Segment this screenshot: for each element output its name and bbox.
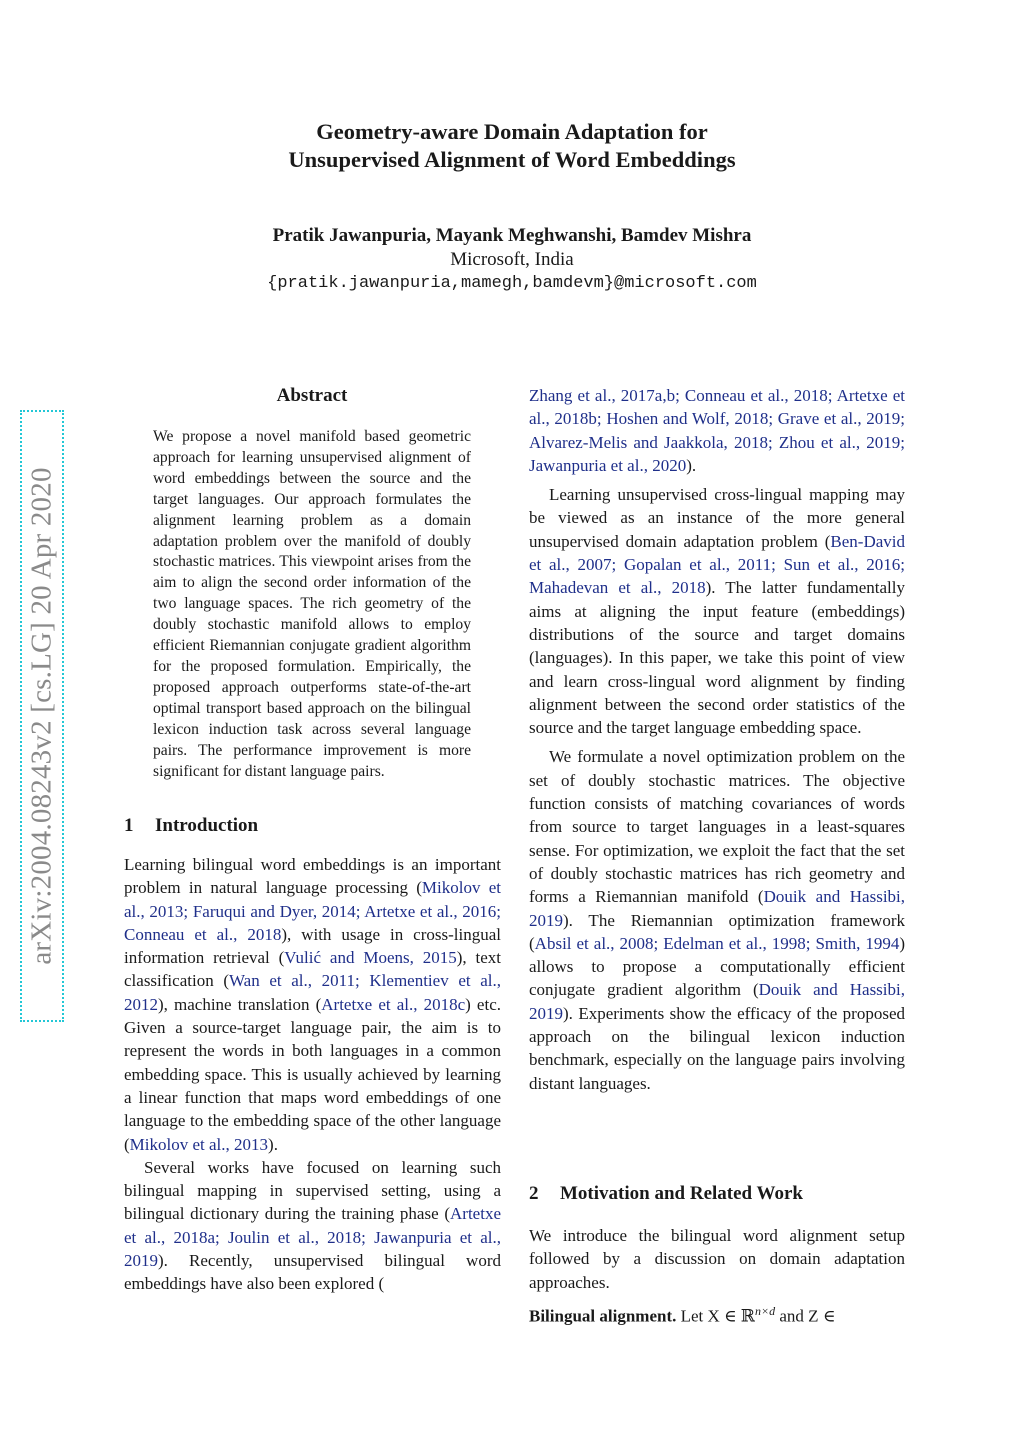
text-run: Several works have focused on learning such bilingual mapping in supervised setting, using a bilingual dictionary during the training phase (: [124, 1157, 501, 1224]
section-1-heading: [124, 814, 258, 838]
text-run: We formulate a novel optimization problem on the set of doubly stochastic matrices. The objective function consists of matching covariances of words from source to target languages in a least-squares sense. For optimization, we exploit the fact that the set of doubly stochastic matrices has rich geometry and forms a Riemannian manifold (: [529, 747, 905, 907]
section-2-paragraph-1: We introduce the bilingual word alignment setup followed by a discussion on domain adaptation approaches.: [529, 1226, 905, 1292]
intro-paragraph-1: [124, 853, 501, 1156]
section-2-paragraph-2: [529, 1300, 905, 1328]
text-run: ). The Riemannian optimization framework (: [529, 910, 905, 953]
bilingual-alignment-label: Bilingual alignment.: [529, 1306, 677, 1326]
text-run: ) etc. Given a source-target language pair, the aim is to represent the words in both languages in a common embedding space. This is usually achieved by learning a linear function that maps word embeddings of one language to the embedding space of the other language (: [124, 994, 501, 1154]
intro-left-column: [124, 853, 501, 1296]
citation-link[interactable]: Zhang et al., 2017a,b; Conneau et al., 2018; Artetxe et al., 2018b; Hoshen and Wolf, 2018; Grave et al., 2019; Alvarez-Melis and Jaakkola, 2018; Zhou et al., 2019; Jawanpuria et al., 2020: [529, 386, 905, 475]
section-1-title: Introduction: [155, 815, 259, 836]
section-2-body: [529, 1224, 905, 1328]
text-run: ).: [686, 455, 697, 475]
section-2-title: Motivation and Related Work: [560, 1183, 803, 1204]
citation-link[interactable]: Douik and Hassibi, 2019: [529, 980, 905, 1023]
abstract-text: We propose a novel manifold based geometric approach for learning unsupervised alignment of word embeddings between the source and the target languages. Our approach formulates the alignment learning problem as a domain adaptation problem over the manifold of doubly stochastic matrices. This viewpoint arises from the aim to align the second order information of the two language spaces. The rich geometry of the doubly stochastic manifold allows to employ efficient Riemannian conjugate gradient algorithm for the proposed formulation. Empirically, the proposed approach outperforms state-of-the-art optimal transport based approach on the bilingual lexicon induction task across several language pairs. The performance improvement is more significant for distant language pairs.: [153, 428, 471, 780]
text-run: ), machine translation (: [158, 994, 322, 1014]
citation-link[interactable]: Mikolov et al., 2013; Faruqui and Dyer, 2014; Artetxe et al., 2016; Conneau et al., 2018: [124, 878, 501, 944]
section-2-number: 2: [529, 1183, 539, 1204]
citation-link[interactable]: Douik and Hassibi, 2019: [529, 887, 906, 930]
abstract-heading: Abstract: [276, 385, 348, 406]
intro-paragraph-2-continued: [529, 384, 905, 477]
authors: Pratik Jawanpuria, Mayank Meghwanshi, Bamdev Mishra: [272, 225, 752, 246]
citation-link[interactable]: Vulić and Moens, 2015: [284, 948, 457, 968]
title-line-2: Unsupervised Alignment of Word Embeddings: [288, 147, 736, 172]
text-run: ). Experiments show the efficacy of the proposed approach on the bilingual lexicon induction benchmark, especially on the language pairs involving distant languages.: [529, 1003, 905, 1093]
paper-title: [0, 118, 1024, 174]
text-run: and Z ∈: [775, 1306, 836, 1326]
text-run: ). The latter fundamentally aims at aligning the input feature (embeddings) distributions of the source and target domains (languages). In this paper, we take this point of view and learn cross-lingual word alignment by finding alignment between the second order statistics of the source and the target language embedding space.: [529, 578, 905, 738]
email: {pratik.jawanpuria,mamegh,bamdevm}@microsoft.com: [267, 274, 757, 293]
intro-paragraph-3: [529, 483, 905, 739]
citation-link[interactable]: Wan et al., 2011; Klementiev et al., 2012: [124, 971, 502, 1014]
section-2-heading: [529, 1182, 803, 1206]
intro-paragraph-2: [124, 1156, 501, 1296]
citation-link[interactable]: Absil et al., 2008; Edelman et al., 1998; Smith, 1994: [534, 933, 900, 953]
text-run: Learning unsupervised cross-lingual mapping may be viewed as an instance of the more general unsupervised domain adaptation problem (: [529, 485, 905, 551]
text-run: ), text classification (: [124, 948, 501, 991]
text-run: ).: [268, 1134, 278, 1154]
text-run: ), with usage in cross-lingual information retrieval (: [124, 924, 502, 968]
intro-paragraph-4: [529, 745, 905, 1094]
citation-link[interactable]: Mikolov et al., 2013: [129, 1134, 269, 1154]
affiliation: Microsoft, India: [450, 249, 574, 270]
citation-link[interactable]: Artetxe et al., 2018c: [321, 994, 466, 1014]
title-line-1: Geometry-aware Domain Adaptation for: [316, 119, 708, 144]
section-1-number: 1: [124, 815, 134, 836]
arxiv-identifier: arXiv:2004.08243v2 [cs.LG] 20 Apr 2020: [25, 467, 58, 965]
text-run: ) allows to propose a computationally efficient conjugate gradient algorithm (: [529, 933, 905, 1000]
text-run: Let X ∈ ℝ: [676, 1306, 756, 1326]
citation-link[interactable]: Ben-David et al., 2007; Gopalan et al., 2011; Sun et al., 2016; Mahadevan et al., 2018: [529, 531, 905, 598]
citation-link[interactable]: Artetxe et al., 2018a; Joulin et al., 2018; Jawanpuria et al., 2019: [124, 1204, 501, 1271]
text-run: ). Recently, unsupervised bilingual word embeddings have also been explored (: [124, 1251, 501, 1294]
intro-right-column: [529, 384, 905, 1095]
superscript: n×d: [755, 1303, 776, 1318]
text-run: Learning bilingual word embeddings is an important problem in natural language processing (: [124, 855, 501, 898]
